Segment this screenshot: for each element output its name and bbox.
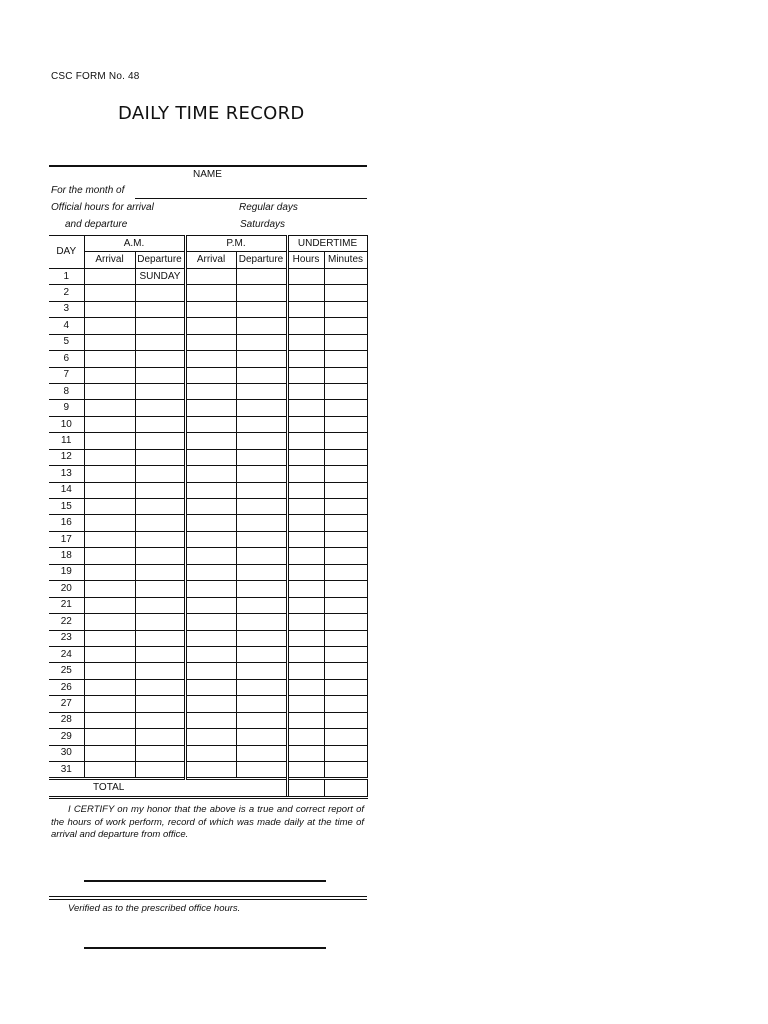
day-number: 2 bbox=[49, 285, 84, 301]
am-arrival-cell[interactable] bbox=[84, 581, 135, 597]
table-row bbox=[49, 449, 367, 465]
undertime-hours-cell[interactable] bbox=[287, 531, 324, 547]
table-row bbox=[49, 597, 367, 613]
total-row bbox=[49, 779, 367, 797]
am-arrival-cell[interactable] bbox=[84, 268, 135, 284]
total-label: TOTAL bbox=[49, 779, 287, 797]
am-departure-cell[interactable] bbox=[135, 318, 185, 334]
table-row bbox=[49, 663, 367, 679]
day-number: 6 bbox=[49, 351, 84, 367]
name-label: NAME bbox=[193, 169, 222, 180]
am-departure-cell[interactable] bbox=[135, 729, 185, 745]
pm-arrival-cell[interactable] bbox=[185, 614, 236, 630]
day-number: 21 bbox=[49, 597, 84, 613]
day-number: 13 bbox=[49, 466, 84, 482]
day-number: 30 bbox=[49, 745, 84, 761]
pm-departure-cell[interactable] bbox=[236, 416, 287, 432]
page-title: DAILY TIME RECORD bbox=[118, 103, 305, 124]
am-arrival-cell[interactable] bbox=[84, 597, 135, 613]
table-row bbox=[49, 696, 367, 712]
undertime-minutes-cell[interactable] bbox=[324, 301, 367, 317]
hours-header: Hours bbox=[287, 252, 324, 268]
am-departure-header: Departure bbox=[135, 252, 185, 268]
undertime-minutes-cell[interactable] bbox=[324, 696, 367, 712]
pm-departure-cell[interactable] bbox=[236, 696, 287, 712]
undertime-minutes-cell[interactable] bbox=[324, 564, 367, 580]
table-row bbox=[49, 762, 367, 779]
am-departure-cell[interactable] bbox=[135, 400, 185, 416]
saturdays-label: Saturdays bbox=[240, 219, 286, 230]
am-departure-cell[interactable] bbox=[135, 745, 185, 761]
table-row bbox=[49, 729, 367, 745]
pm-header: P.M. bbox=[185, 236, 287, 252]
am-departure-cell[interactable] bbox=[135, 581, 185, 597]
pm-arrival-cell[interactable] bbox=[185, 712, 236, 728]
pm-arrival-cell[interactable] bbox=[185, 679, 236, 695]
am-arrival-cell[interactable] bbox=[84, 548, 135, 564]
am-departure-cell[interactable] bbox=[135, 614, 185, 630]
day-number: 19 bbox=[49, 564, 84, 580]
certification-statement: I CERTIFY on my honor that the above is a true and correct report of the hours of work perform, record of which was made daily at the time of arrival and departure from office. bbox=[51, 804, 364, 840]
day-number: 5 bbox=[49, 334, 84, 350]
pm-arrival-cell[interactable] bbox=[185, 499, 236, 515]
am-arrival-cell[interactable] bbox=[84, 499, 135, 515]
pm-arrival-cell[interactable] bbox=[185, 564, 236, 580]
table-row bbox=[49, 548, 367, 564]
table-row bbox=[49, 581, 367, 597]
undertime-minutes-cell[interactable] bbox=[324, 515, 367, 531]
pm-departure-cell[interactable] bbox=[236, 301, 287, 317]
pm-arrival-cell[interactable] bbox=[185, 433, 236, 449]
day-number: 14 bbox=[49, 482, 84, 498]
pm-departure-cell[interactable] bbox=[236, 466, 287, 482]
pm-departure-cell[interactable] bbox=[236, 268, 287, 284]
pm-arrival-cell[interactable] bbox=[185, 383, 236, 399]
undertime-hours-cell[interactable] bbox=[287, 679, 324, 695]
undertime-hours-cell[interactable] bbox=[287, 597, 324, 613]
pm-departure-cell[interactable] bbox=[236, 745, 287, 761]
pm-arrival-header: Arrival bbox=[185, 252, 236, 268]
pm-departure-cell[interactable] bbox=[236, 729, 287, 745]
pm-departure-cell[interactable] bbox=[236, 646, 287, 662]
undertime-minutes-cell[interactable] bbox=[324, 318, 367, 334]
am-header: A.M. bbox=[84, 236, 185, 252]
am-arrival-cell[interactable] bbox=[84, 400, 135, 416]
pm-departure-cell[interactable] bbox=[236, 597, 287, 613]
am-departure-cell[interactable] bbox=[135, 548, 185, 564]
am-arrival-cell[interactable] bbox=[84, 285, 135, 301]
undertime-minutes-cell[interactable] bbox=[324, 663, 367, 679]
month-label: For the month of bbox=[51, 185, 125, 196]
employee-signature-line[interactable] bbox=[84, 880, 326, 882]
table-row bbox=[49, 531, 367, 547]
undertime-minutes-cell[interactable] bbox=[324, 597, 367, 613]
undertime-minutes-cell[interactable] bbox=[324, 383, 367, 399]
am-departure-cell[interactable] bbox=[135, 679, 185, 695]
pm-arrival-cell[interactable] bbox=[185, 548, 236, 564]
daily-time-record-table bbox=[49, 235, 368, 799]
day-number: 24 bbox=[49, 646, 84, 662]
am-departure-cell[interactable] bbox=[135, 663, 185, 679]
am-arrival-cell[interactable] bbox=[84, 449, 135, 465]
day-number: 11 bbox=[49, 433, 84, 449]
undertime-header: UNDERTIME bbox=[287, 236, 367, 252]
pm-departure-cell[interactable] bbox=[236, 762, 287, 779]
pm-departure-cell[interactable] bbox=[236, 679, 287, 695]
pm-arrival-cell[interactable] bbox=[185, 268, 236, 284]
am-arrival-cell[interactable] bbox=[84, 318, 135, 334]
undertime-minutes-cell[interactable] bbox=[324, 531, 367, 547]
pm-departure-cell[interactable] bbox=[236, 482, 287, 498]
day-number: 25 bbox=[49, 663, 84, 679]
am-arrival-cell[interactable] bbox=[84, 646, 135, 662]
pm-arrival-cell[interactable] bbox=[185, 400, 236, 416]
day-number: 31 bbox=[49, 762, 84, 779]
undertime-hours-cell[interactable] bbox=[287, 268, 324, 284]
undertime-minutes-cell[interactable] bbox=[324, 400, 367, 416]
month-field-line[interactable] bbox=[135, 198, 367, 199]
am-departure-cell[interactable] bbox=[135, 564, 185, 580]
day-number: 29 bbox=[49, 729, 84, 745]
official-hours-label: Official hours for arrival bbox=[51, 202, 154, 213]
regular-days-label: Regular days bbox=[239, 202, 298, 213]
pm-arrival-cell[interactable] bbox=[185, 466, 236, 482]
undertime-hours-cell[interactable] bbox=[287, 712, 324, 728]
table-row bbox=[49, 301, 367, 317]
pm-arrival-cell[interactable] bbox=[185, 367, 236, 383]
undertime-hours-cell[interactable] bbox=[287, 762, 324, 779]
am-departure-cell[interactable] bbox=[135, 597, 185, 613]
am-departure-cell[interactable] bbox=[135, 482, 185, 498]
verification-rule-bottom bbox=[49, 899, 367, 900]
undertime-hours-cell[interactable] bbox=[287, 318, 324, 334]
pm-arrival-cell[interactable] bbox=[185, 745, 236, 761]
am-arrival-cell[interactable] bbox=[84, 696, 135, 712]
undertime-hours-cell[interactable] bbox=[287, 696, 324, 712]
table-row bbox=[49, 515, 367, 531]
am-arrival-cell[interactable] bbox=[84, 482, 135, 498]
undertime-hours-cell[interactable] bbox=[287, 630, 324, 646]
table-row bbox=[49, 383, 367, 399]
undertime-hours-cell[interactable] bbox=[287, 416, 324, 432]
undertime-minutes-cell[interactable] bbox=[324, 712, 367, 728]
table-row bbox=[49, 318, 367, 334]
am-departure-cell[interactable] bbox=[135, 301, 185, 317]
undertime-hours-cell[interactable] bbox=[287, 515, 324, 531]
am-arrival-cell[interactable] bbox=[84, 531, 135, 547]
am-departure-cell[interactable] bbox=[135, 383, 185, 399]
undertime-hours-cell[interactable] bbox=[287, 334, 324, 350]
table-row bbox=[49, 466, 367, 482]
day-number: 7 bbox=[49, 367, 84, 383]
and-departure-label: and departure bbox=[65, 219, 128, 230]
day-number: 4 bbox=[49, 318, 84, 334]
pm-departure-cell[interactable] bbox=[236, 515, 287, 531]
pm-arrival-cell[interactable] bbox=[185, 416, 236, 432]
undertime-hours-cell[interactable] bbox=[287, 400, 324, 416]
day-number: 3 bbox=[49, 301, 84, 317]
am-departure-cell[interactable] bbox=[135, 646, 185, 662]
undertime-minutes-cell[interactable] bbox=[324, 433, 367, 449]
pm-departure-cell[interactable] bbox=[236, 614, 287, 630]
pm-departure-cell[interactable] bbox=[236, 351, 287, 367]
undertime-minutes-cell[interactable] bbox=[324, 745, 367, 761]
undertime-hours-cell[interactable] bbox=[287, 646, 324, 662]
undertime-hours-cell[interactable] bbox=[287, 367, 324, 383]
undertime-minutes-cell[interactable] bbox=[324, 351, 367, 367]
undertime-minutes-cell[interactable] bbox=[324, 548, 367, 564]
table-row bbox=[49, 351, 367, 367]
pm-departure-cell[interactable] bbox=[236, 433, 287, 449]
pm-arrival-cell[interactable] bbox=[185, 581, 236, 597]
pm-arrival-cell[interactable] bbox=[185, 646, 236, 662]
am-arrival-cell[interactable] bbox=[84, 630, 135, 646]
undertime-minutes-cell[interactable] bbox=[324, 646, 367, 662]
table-row bbox=[49, 679, 367, 695]
pm-departure-cell[interactable] bbox=[236, 564, 287, 580]
table-row bbox=[49, 614, 367, 630]
verification-text: Verified as to the prescribed office hours. bbox=[68, 903, 241, 914]
am-departure-cell[interactable] bbox=[135, 334, 185, 350]
pm-departure-cell[interactable] bbox=[236, 663, 287, 679]
undertime-hours-cell[interactable] bbox=[287, 482, 324, 498]
am-departure-cell[interactable] bbox=[135, 712, 185, 728]
undertime-hours-cell[interactable] bbox=[287, 499, 324, 515]
pm-departure-cell[interactable] bbox=[236, 531, 287, 547]
undertime-hours-cell[interactable] bbox=[287, 663, 324, 679]
undertime-minutes-cell[interactable] bbox=[324, 285, 367, 301]
pm-departure-cell[interactable] bbox=[236, 581, 287, 597]
pm-arrival-cell[interactable] bbox=[185, 630, 236, 646]
top-rule bbox=[49, 165, 367, 167]
undertime-minutes-cell[interactable] bbox=[324, 614, 367, 630]
pm-arrival-cell[interactable] bbox=[185, 729, 236, 745]
undertime-hours-cell[interactable] bbox=[287, 449, 324, 465]
total-minutes-cell[interactable] bbox=[324, 779, 367, 797]
undertime-minutes-cell[interactable] bbox=[324, 449, 367, 465]
pm-arrival-cell[interactable] bbox=[185, 285, 236, 301]
am-arrival-cell[interactable] bbox=[84, 663, 135, 679]
day-number: 9 bbox=[49, 400, 84, 416]
am-departure-cell[interactable] bbox=[135, 762, 185, 779]
day-number: 12 bbox=[49, 449, 84, 465]
pm-arrival-cell[interactable] bbox=[185, 515, 236, 531]
pm-departure-cell[interactable] bbox=[236, 712, 287, 728]
undertime-hours-cell[interactable] bbox=[287, 745, 324, 761]
am-arrival-cell[interactable] bbox=[84, 762, 135, 779]
table-row bbox=[49, 334, 367, 350]
certification-text bbox=[51, 804, 364, 842]
am-arrival-cell[interactable] bbox=[84, 729, 135, 745]
undertime-minutes-cell[interactable] bbox=[324, 679, 367, 695]
pm-departure-cell[interactable] bbox=[236, 334, 287, 350]
am-departure-cell[interactable] bbox=[135, 416, 185, 432]
day-number: 20 bbox=[49, 581, 84, 597]
undertime-minutes-cell[interactable] bbox=[324, 268, 367, 284]
minutes-header: Minutes bbox=[324, 252, 367, 268]
am-departure-cell[interactable] bbox=[135, 433, 185, 449]
am-departure-cell[interactable] bbox=[135, 466, 185, 482]
undertime-hours-cell[interactable] bbox=[287, 433, 324, 449]
am-departure-cell[interactable] bbox=[135, 285, 185, 301]
am-arrival-cell[interactable] bbox=[84, 367, 135, 383]
day-number: 27 bbox=[49, 696, 84, 712]
pm-arrival-cell[interactable] bbox=[185, 351, 236, 367]
day-number: 16 bbox=[49, 515, 84, 531]
pm-arrival-cell[interactable] bbox=[185, 318, 236, 334]
pm-departure-cell[interactable] bbox=[236, 383, 287, 399]
am-arrival-cell[interactable] bbox=[84, 745, 135, 761]
undertime-hours-cell[interactable] bbox=[287, 383, 324, 399]
pm-arrival-cell[interactable] bbox=[185, 597, 236, 613]
am-departure-cell[interactable] bbox=[135, 499, 185, 515]
day-number: 10 bbox=[49, 416, 84, 432]
undertime-minutes-cell[interactable] bbox=[324, 581, 367, 597]
day-header: DAY bbox=[49, 236, 84, 269]
am-arrival-cell[interactable] bbox=[84, 433, 135, 449]
day-number: 18 bbox=[49, 548, 84, 564]
am-arrival-cell[interactable] bbox=[84, 416, 135, 432]
table-row bbox=[49, 416, 367, 432]
table-row bbox=[49, 285, 367, 301]
total-hours-cell[interactable] bbox=[287, 779, 324, 797]
am-departure-cell[interactable] bbox=[135, 696, 185, 712]
am-arrival-cell[interactable] bbox=[84, 564, 135, 580]
undertime-hours-cell[interactable] bbox=[287, 351, 324, 367]
table-row bbox=[49, 482, 367, 498]
undertime-minutes-cell[interactable] bbox=[324, 482, 367, 498]
pm-arrival-cell[interactable] bbox=[185, 482, 236, 498]
table-row bbox=[49, 630, 367, 646]
day-number: 26 bbox=[49, 679, 84, 695]
undertime-minutes-cell[interactable] bbox=[324, 499, 367, 515]
am-departure-cell[interactable] bbox=[135, 367, 185, 383]
undertime-hours-cell[interactable] bbox=[287, 564, 324, 580]
day-number: 23 bbox=[49, 630, 84, 646]
table-row bbox=[49, 646, 367, 662]
pm-departure-cell[interactable] bbox=[236, 548, 287, 564]
undertime-hours-cell[interactable] bbox=[287, 729, 324, 745]
am-departure-cell[interactable] bbox=[135, 630, 185, 646]
verification-rule-top bbox=[49, 896, 367, 897]
am-arrival-cell[interactable] bbox=[84, 301, 135, 317]
am-arrival-cell[interactable] bbox=[84, 466, 135, 482]
am-arrival-cell[interactable] bbox=[84, 515, 135, 531]
undertime-hours-cell[interactable] bbox=[287, 581, 324, 597]
undertime-minutes-cell[interactable] bbox=[324, 367, 367, 383]
table-row bbox=[49, 268, 367, 284]
am-arrival-cell[interactable] bbox=[84, 614, 135, 630]
day-number: 1 bbox=[49, 268, 84, 284]
pm-arrival-cell[interactable] bbox=[185, 531, 236, 547]
undertime-minutes-cell[interactable] bbox=[324, 334, 367, 350]
pm-departure-cell[interactable] bbox=[236, 318, 287, 334]
am-arrival-cell[interactable] bbox=[84, 712, 135, 728]
am-arrival-cell[interactable] bbox=[84, 383, 135, 399]
pm-departure-cell[interactable] bbox=[236, 367, 287, 383]
am-departure-cell[interactable] bbox=[135, 531, 185, 547]
pm-arrival-cell[interactable] bbox=[185, 334, 236, 350]
pm-departure-cell[interactable] bbox=[236, 400, 287, 416]
table-row bbox=[49, 745, 367, 761]
table-row bbox=[49, 499, 367, 515]
undertime-minutes-cell[interactable] bbox=[324, 762, 367, 779]
undertime-hours-cell[interactable] bbox=[287, 466, 324, 482]
pm-departure-cell[interactable] bbox=[236, 499, 287, 515]
pm-arrival-cell[interactable] bbox=[185, 301, 236, 317]
undertime-hours-cell[interactable] bbox=[287, 285, 324, 301]
undertime-minutes-cell[interactable] bbox=[324, 466, 367, 482]
undertime-hours-cell[interactable] bbox=[287, 301, 324, 317]
am-arrival-cell[interactable] bbox=[84, 679, 135, 695]
am-arrival-header: Arrival bbox=[84, 252, 135, 268]
pm-departure-cell[interactable] bbox=[236, 630, 287, 646]
day-number: 15 bbox=[49, 499, 84, 515]
sunday-note: SUNDAY bbox=[135, 268, 185, 284]
table-row bbox=[49, 433, 367, 449]
table-row bbox=[49, 400, 367, 416]
undertime-minutes-cell[interactable] bbox=[324, 729, 367, 745]
day-number: 8 bbox=[49, 383, 84, 399]
am-departure-cell[interactable] bbox=[135, 351, 185, 367]
undertime-minutes-cell[interactable] bbox=[324, 416, 367, 432]
undertime-minutes-cell[interactable] bbox=[324, 630, 367, 646]
pm-arrival-cell[interactable] bbox=[185, 696, 236, 712]
day-number: 17 bbox=[49, 531, 84, 547]
pm-arrival-cell[interactable] bbox=[185, 449, 236, 465]
supervisor-signature-line[interactable] bbox=[84, 947, 326, 949]
am-arrival-cell[interactable] bbox=[84, 351, 135, 367]
undertime-hours-cell[interactable] bbox=[287, 614, 324, 630]
am-departure-cell[interactable] bbox=[135, 449, 185, 465]
form-code: CSC FORM No. 48 bbox=[51, 71, 140, 82]
table-row bbox=[49, 564, 367, 580]
day-number: 28 bbox=[49, 712, 84, 728]
table-row bbox=[49, 712, 367, 728]
pm-arrival-cell[interactable] bbox=[185, 663, 236, 679]
am-departure-cell[interactable] bbox=[135, 515, 185, 531]
am-arrival-cell[interactable] bbox=[84, 334, 135, 350]
pm-arrival-cell[interactable] bbox=[185, 762, 236, 779]
day-number: 22 bbox=[49, 614, 84, 630]
table-row bbox=[49, 367, 367, 383]
pm-departure-cell[interactable] bbox=[236, 449, 287, 465]
pm-departure-header: Departure bbox=[236, 252, 287, 268]
undertime-hours-cell[interactable] bbox=[287, 548, 324, 564]
pm-departure-cell[interactable] bbox=[236, 285, 287, 301]
